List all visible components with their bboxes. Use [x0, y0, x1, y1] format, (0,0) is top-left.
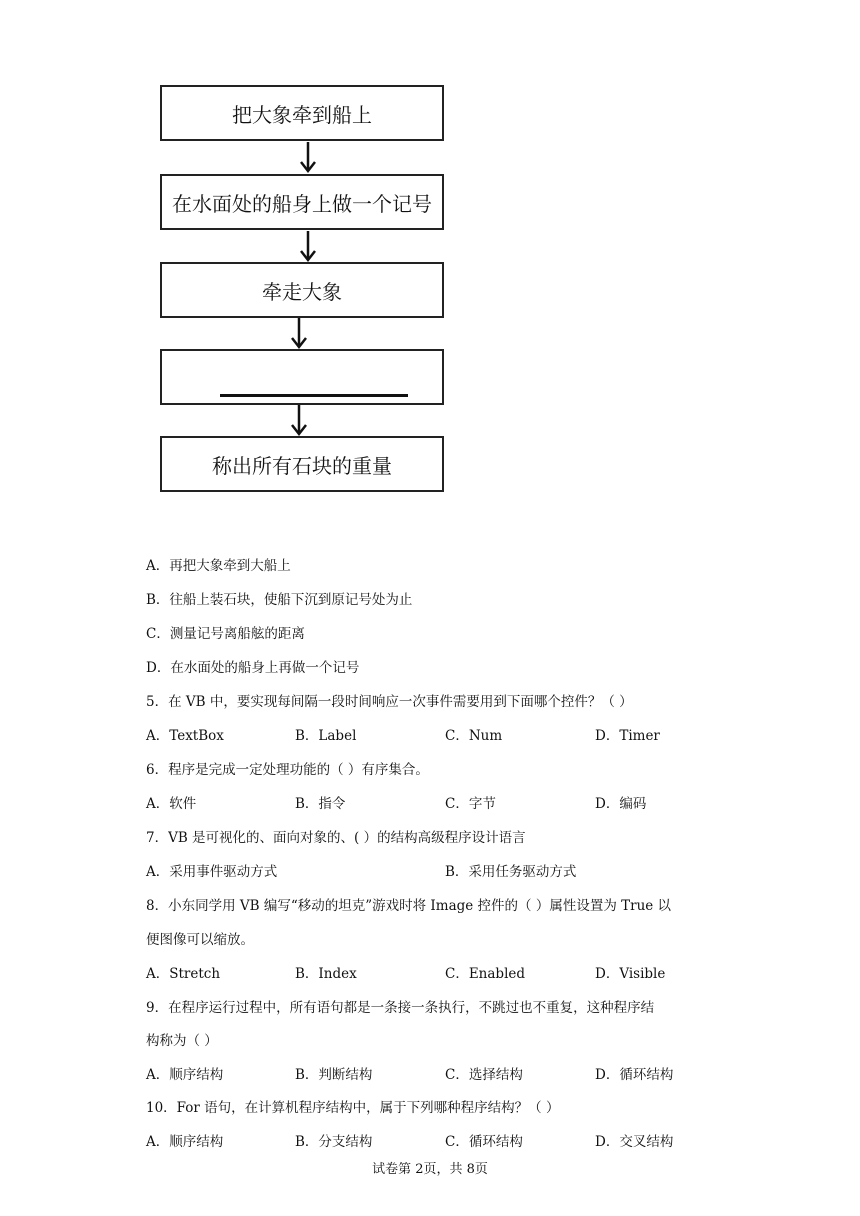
q4-option-b: B．往船上装石块，使船下沉到原记号处为止 — [146, 592, 413, 608]
q4-option-d: D．在水面处的船身上再做一个记号 — [146, 660, 360, 676]
q9-stem-line1: 9．在程序运行过程中，所有语句都是一条接一条执行，不跳过也不重复，这种程序结 — [146, 1000, 655, 1016]
q5-option-d: D．Timer — [595, 728, 660, 744]
q4-option-c: C．测量记号离船舷的距离 — [146, 626, 305, 642]
q4-option-a: A．再把大象牵到大船上 — [146, 558, 291, 574]
q8-option-d: D．Visible — [595, 966, 666, 982]
arrow-down-icon — [298, 142, 318, 174]
q6-option-d: D．编码 — [595, 796, 647, 812]
q6-option-c: C．字节 — [445, 796, 496, 812]
fill-in-blank-line — [220, 394, 408, 397]
q5-stem: 5．在 VB 中，要实现每间隔一段时间响应一次事件需要用到下面哪个控件？（ ） — [146, 694, 633, 710]
q5-option-c: C．Num — [445, 728, 503, 744]
q10-option-b: B．分支结构 — [295, 1134, 373, 1150]
flow-step-1: 把大象牵到船上 — [160, 85, 444, 141]
flowchart — [0, 0, 860, 520]
q10-option-d: D．交叉结构 — [595, 1134, 674, 1150]
q5-option-b: B．Label — [295, 728, 357, 744]
q9-option-c: C．选择结构 — [445, 1067, 523, 1083]
q5-option-a: A．TextBox — [146, 728, 224, 744]
q10-option-a: A．顺序结构 — [146, 1134, 224, 1150]
page-footer: 试卷第 2页，共 8页 — [372, 1162, 488, 1177]
q7-option-b: B．采用任务驱动方式 — [445, 864, 577, 880]
q7-stem: 7．VB 是可视化的、面向对象的、( ）的结构高级程序设计语言 — [146, 830, 526, 846]
q9-option-b: B．判断结构 — [295, 1067, 373, 1083]
q8-option-c: C．Enabled — [445, 966, 526, 982]
q9-option-d: D．循环结构 — [595, 1067, 674, 1083]
q6-stem: 6．程序是完成一定处理功能的（ ）有序集合。 — [146, 762, 429, 778]
q6-option-a: A．软件 — [146, 796, 197, 812]
q8-stem-line1: 8．小东同学用 VB 编写“移动的坦克”游戏时将 Image 控件的（ ）属性设置为 True 以 — [146, 898, 672, 914]
flow-step-2: 在水面处的船身上做一个记号 — [160, 174, 444, 230]
flow-step-5: 称出所有石块的重量 — [160, 436, 444, 492]
q9-stem-line2: 构称为（ ） — [146, 1033, 218, 1049]
q10-option-c: C．循环结构 — [445, 1134, 523, 1150]
arrow-down-icon — [289, 405, 309, 437]
q6-option-b: B．指令 — [295, 796, 346, 812]
arrow-down-icon — [289, 318, 309, 350]
q8-option-a: A．Stretch — [146, 966, 221, 982]
q9-option-a: A．顺序结构 — [146, 1067, 224, 1083]
q10-stem: 10．For 语句，在计算机程序结构中，属于下列哪种程序结构？（ ） — [146, 1100, 560, 1116]
q8-option-b: B．Index — [295, 966, 357, 982]
q8-stem-line2: 便图像可以缩放。 — [146, 932, 254, 948]
arrow-down-icon — [298, 231, 318, 263]
q7-option-a: A．采用事件驱动方式 — [146, 864, 278, 880]
flow-step-3: 牵走大象 — [160, 262, 444, 318]
